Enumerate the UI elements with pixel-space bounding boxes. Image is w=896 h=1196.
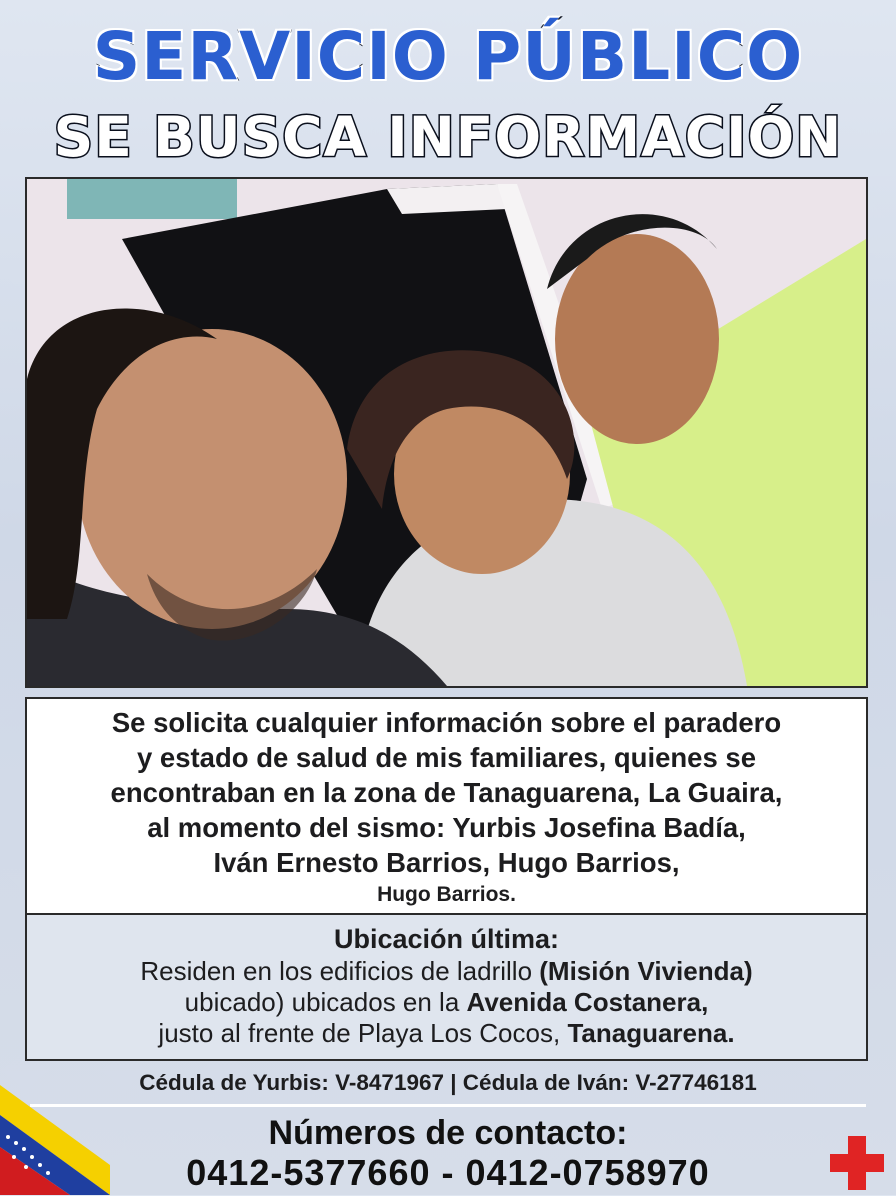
divider xyxy=(30,1104,866,1107)
poster-subtitle: SE BUSCA INFORMACIÓN xyxy=(53,105,843,169)
location-title: Ubicación última: xyxy=(333,924,560,954)
info-line: Se solicita cualquier información sobre el paradero xyxy=(111,707,782,738)
family-photo xyxy=(25,177,868,688)
red-cross-icon xyxy=(828,1134,886,1192)
location-text: justo al frente de Playa Los Cocos, xyxy=(158,1018,568,1048)
contact-title: Números de contacto: xyxy=(268,1114,628,1152)
location-line-3 xyxy=(27,1018,866,1049)
location-line-1 xyxy=(27,956,866,987)
venezuela-flag-icon xyxy=(0,1085,110,1195)
contact-phones: 0412-5377660 - 0412-0758970 xyxy=(186,1152,710,1193)
info-tail: Hugo Barrios. xyxy=(377,883,516,906)
location-highlight: Tanaguarena. xyxy=(567,1018,735,1048)
location-highlight: Avenida Costanera, xyxy=(466,987,709,1017)
id-numbers: Cédula de Yurbis: V-8471967 | Cédula de Iván: V-27746181 xyxy=(139,1070,757,1095)
info-line: al momento del sismo: Yurbis Josefina Badía, xyxy=(147,812,746,843)
location-text: Residen en los edificios de ladrillo xyxy=(140,956,540,986)
info-line: Iván Ernesto Barrios, Hugo Barrios, xyxy=(213,847,680,878)
location-line-2 xyxy=(27,987,866,1018)
info-line: encontraban en la zona de Tanaguarena, La Guaira, xyxy=(110,777,783,808)
location-text: ubicado) ubicados en la xyxy=(184,987,467,1017)
location-highlight: (Misión Vivienda) xyxy=(539,956,753,986)
poster-title: SERVICIO PÚBLICO xyxy=(92,18,804,95)
location-panel xyxy=(25,915,868,1061)
info-line: y estado de salud de mis familiares, quienes se xyxy=(136,742,756,773)
info-panel xyxy=(25,697,868,915)
